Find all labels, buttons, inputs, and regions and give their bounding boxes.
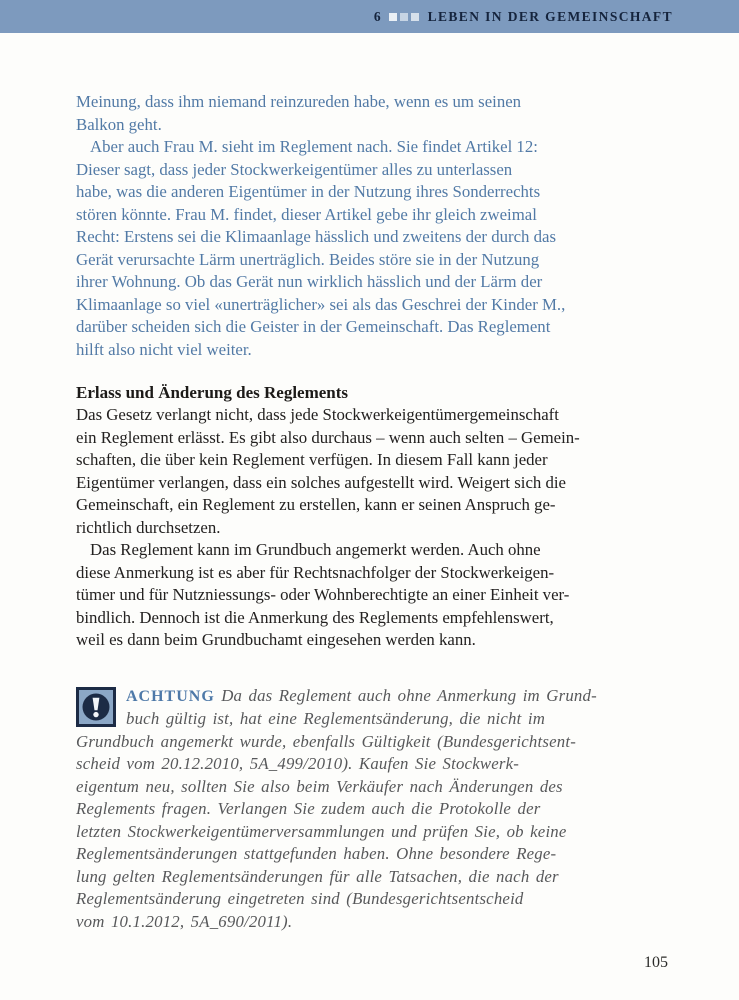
attention-paragraph [76,685,667,934]
chapter-header-bar [0,0,739,33]
square-icon [400,13,408,21]
story-paragraph-1: Meinung, dass ihm niemand reinzureden habe, wenn es um seinen Balkon geht. [76,92,522,134]
chapter-number: 6 [373,8,381,24]
attention-text: Da das Reglement auch ohne Anmerkung im Grund- buch gültig ist, hat eine Reglementsänderung, die nicht im Grundbuch angemerkt wurde, ebenfalls Gültigkeit (Bundesgerichtsent- scheid vom 20.12.2010, 5A_499/2010). Kaufen Sie Stockwerk- eigentum neu, sollten Sie also beim Verkäufer nach Änderungen des Reglements fragen. Verlangen Sie zudem auch die Protokolle der letzten Stockwerkeigentümerversammlungen und prüfen Sie, ob keine Reglementsänderungen stattgefunden haben. Ohne besondere Rege- lung gelten Reglementsänderungen für alle Tatsachen, die nach der Reglementsänderung eingetreten sind (Bundesgerichtsentscheid vom 10.1.2012, 5A_690/2011). [76,685,597,931]
square-icon [411,13,419,21]
body-paragraph-1: Das Gesetz verlangt nicht, dass jede Stockwerkeigentümergemeinschaft ein Reglement erlässt. Es gibt also durchaus – wenn auch selten – Gemein- schaften, die über kein Reglement verfügen. In diesem Fall kann jeder Eigentümer verlangen, dass ein solches aufgestellt wird. Weigert sich die Gemeinschaft, ein Reglement zu erstellen, kann er seinen Anspruch ge- richtlich durchsetzen. [76,405,580,537]
chapter-marker-squares-icon [389,13,419,21]
section-heading: Erlass und Änderung des Reglements [76,383,349,402]
page-content [0,33,739,971]
body-paragraph-2: Das Reglement kann im Grundbuch angemerkt werden. Auch ohne diese Anmerkung ist es aber für Rechtsnachfolger der Stockwerkeigen- tümer und für Nutzniessungs- oder Wohnberechtigte an einer Einheit ver- bindlich. Dennoch ist die Anmerkung des Reglements empfehlenswert, weil es dann beim Grundbuchamt eingesehen werden kann. [76,540,570,649]
chapter-title: LEBEN IN DER GEMEINSCHAFT [427,8,673,24]
attention-label: ACHTUNG [126,687,215,705]
attention-note [76,685,667,934]
page-number: 105 [644,954,668,971]
story-paragraph-2: Aber auch Frau M. sieht im Reglement nach. Sie findet Artikel 12: Dieser sagt, dass jeder Stockwerkeigentümer alles zu unterlassen habe, was die anderen Eigentümer in der Nutzung ihres Sonderrechts stören könnte. Frau M. findet, dieser Artikel gebe ihr gleich zweimal Recht: Erstens sei die Klimaanlage hässlich und zweitens der durch das Gerät verursachte Lärm unerträglich. Beides störe sie in der Nutzung ihrer Wohnung. Ob das Gerät nun wirklich hässlich und der Lärm der Klimaanlage so viel «unerträglicher» sei als das Geschrei der Kinder M., darüber scheiden sich die Geister in der Gemeinschaft. Das Reglement hilft also nicht viel weiter. [76,137,566,359]
square-icon [389,13,397,21]
exclamation-icon [76,687,116,727]
